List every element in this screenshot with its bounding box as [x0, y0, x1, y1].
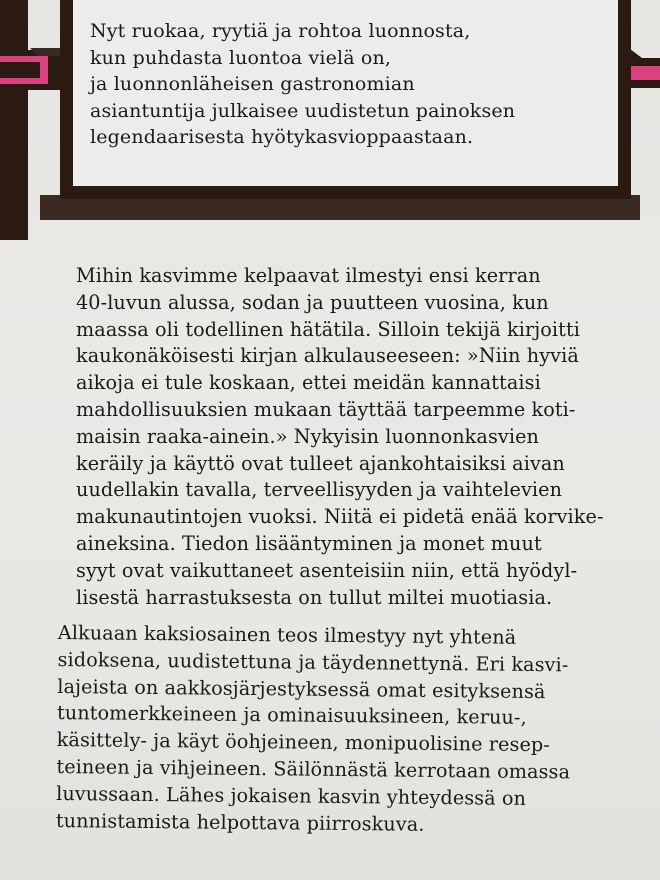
- text-line: lajeista on aakkosjärjestyksessä omat esityksensä: [57, 674, 546, 703]
- text-line: makunautintojen vuoksi. Niitä ei pidetä enää korvike-: [76, 505, 604, 529]
- intro-line: ja luonnonläheisen gastronomian: [90, 73, 415, 95]
- text-line: kaukonäköisesti kirjan alkulauseeseen: »Niin hyviä: [76, 344, 579, 368]
- intro-line: asiantuntija julkaisee uudistetun painoksen: [90, 99, 516, 122]
- text-line: syyt ovat vaikuttaneet asenteisiin niin, että hyödyl-: [76, 558, 578, 582]
- text-line: käsittely- ja käyt öohjeineen, monipuolisine resep-: [56, 728, 551, 757]
- text-line: luvussaan. Lähes jokaisen kasvin yhteydessä on: [56, 781, 527, 810]
- text-line: maisin raaka-ainein.» Nykyisin luonnonkasvien: [76, 424, 539, 448]
- text-line: mahdollisuuksien mukaan täyttää tarpeemme koti-: [76, 397, 576, 421]
- text-line: lisestä harrastuksesta on tullut miltei muotiasia.: [76, 585, 553, 609]
- text-line: keräily ja käyttö ovat tulleet ajankohtaisiksi aivan: [76, 451, 565, 475]
- text-line: tunnistamista helpottava piirroskuva.: [55, 808, 425, 836]
- intro-line: Nyt ruokaa, ryytiä ja rohtoa luonnosta,: [90, 20, 471, 42]
- body-paragraph-1: [76, 263, 636, 611]
- text-line: maassa oli todellinen hätätila. Silloin tekijä kirjoitti: [76, 317, 581, 341]
- text-line: uudellakin tavalla, terveellisyyden ja vaihtelevien: [76, 478, 563, 502]
- body-paragraph-2: [56, 620, 648, 841]
- text-line: Alkuaan kaksiosainen teos ilmestyy nyt yhtenä: [57, 620, 517, 649]
- text-line: 40-luvun alussa, sodan ja puutteen vuosina, kun: [76, 290, 549, 314]
- text-line: Mihin kasvimme kelpaavat ilmestyi ensi kerran: [76, 264, 541, 287]
- intro-line: legendaarisesta hyötykasvioppaastaan.: [90, 126, 474, 148]
- intro-text: [90, 18, 600, 151]
- text-line: sidoksena, uudistettuna ja täydennettynä. Eri kasvi-: [57, 647, 569, 677]
- text-line: aineksina. Tiedon lisääntyminen ja monet muut: [76, 531, 542, 555]
- text-line: aikoja ei tule koskaan, ettei meidän kannattaisi: [76, 371, 541, 395]
- text-line: teineen ja vihjeineen. Säilönnästä kerrotaan omassa: [56, 754, 571, 784]
- intro-line: kun puhdasta luontoa vielä on,: [90, 46, 392, 69]
- text-line: tuntomerkkeineen ja ominaisuuksineen, keruu-,: [56, 701, 527, 730]
